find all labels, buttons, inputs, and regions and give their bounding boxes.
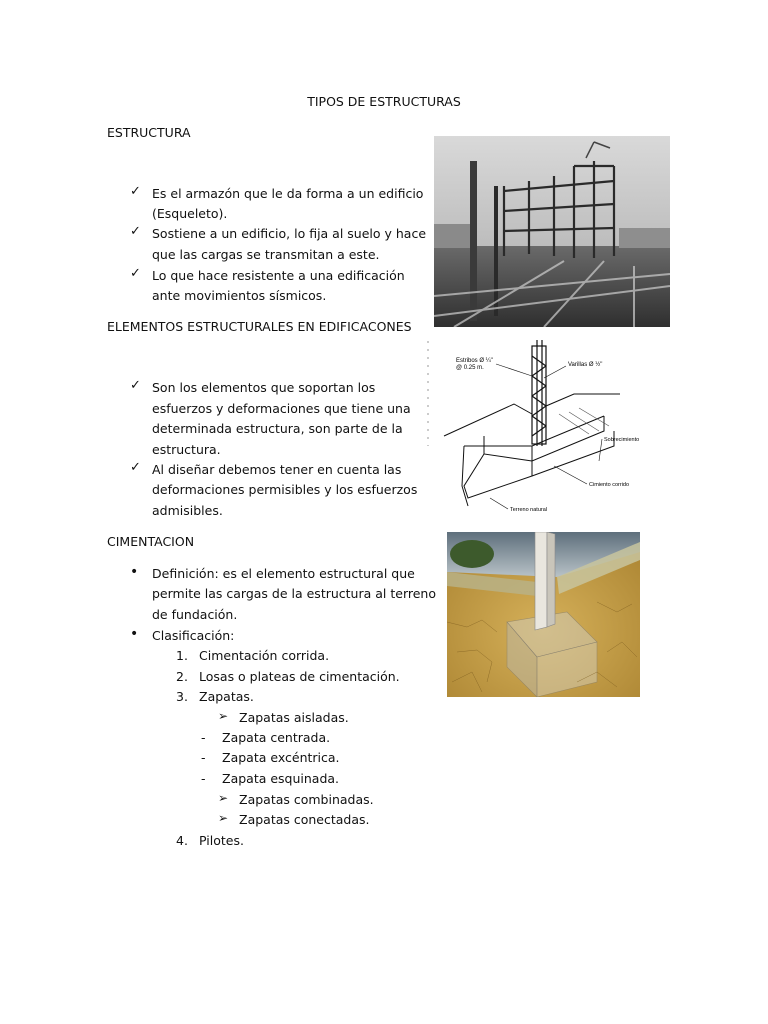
list-number: 4. xyxy=(176,833,188,848)
arrow-bullet-icon: ➢ xyxy=(218,709,229,723)
list-item-line: Es el armazón que le da forma a un edificio xyxy=(152,186,424,201)
label-stirrups: Estribos Ø ¼" xyxy=(456,358,493,364)
check-icon: ✓ xyxy=(130,184,141,199)
section-heading-elementos: ELEMENTOS ESTRUCTURALES EN EDIFICACONES xyxy=(107,319,412,334)
definition-line: permite las cargas de la estructura al terreno xyxy=(152,586,436,601)
sub-list-item: Zapatas aisladas. xyxy=(239,710,349,725)
list-item-line: Sostiene a un edificio, lo fija al suelo y hace xyxy=(152,226,427,241)
sub-sub-list-item: Zapata excéntrica. xyxy=(222,750,340,765)
list-item-line: admisibles. xyxy=(152,503,223,518)
section-heading-estructura: ESTRUCTURA xyxy=(107,125,191,140)
list-item-line: Lo que hace resistente a una edificación xyxy=(152,268,405,283)
dash-bullet: - xyxy=(201,730,206,745)
check-icon: ✓ xyxy=(130,266,141,281)
sub-sub-list-item: Zapata centrada. xyxy=(222,730,331,745)
list-item: Pilotes. xyxy=(199,833,244,848)
arrow-bullet-icon: ➢ xyxy=(218,811,229,825)
list-item-line: Son los elementos que soportan los xyxy=(152,380,376,395)
list-number: 3. xyxy=(176,689,188,704)
check-icon: ✓ xyxy=(130,460,141,475)
sub-list-item: Zapatas combinadas. xyxy=(239,792,374,807)
list-item-line: que las cargas se transmitan a este. xyxy=(152,247,380,262)
definition-line: Definición: es el elemento estructural que xyxy=(152,566,415,581)
label-strip-footing: Cimiento corrido xyxy=(589,482,630,488)
list-item-line: (Esqueleto). xyxy=(152,206,228,221)
sub-sub-list-item: Zapata esquinada. xyxy=(222,771,340,786)
list-item-line: determinada estructura, son parte de la xyxy=(152,421,403,436)
label-overfoundation: Sobrecimiento xyxy=(604,437,640,443)
sub-list-item: Zapatas conectadas. xyxy=(239,812,370,827)
label-stirrups-spacing: @ 0.25 m. xyxy=(456,365,484,371)
list-item: Cimentación corrida. xyxy=(199,648,330,663)
check-icon: ✓ xyxy=(130,224,141,239)
bullet-icon: • xyxy=(130,626,139,642)
list-item-line: esfuerzos y deformaciones que tiene una xyxy=(152,401,411,416)
list-number: 1. xyxy=(176,648,188,663)
list-number: 2. xyxy=(176,669,188,684)
steel-frame-photo xyxy=(434,136,670,327)
list-item-line: ante movimientos sísmicos. xyxy=(152,288,327,303)
arrow-bullet-icon: ➢ xyxy=(218,791,229,805)
page-title: TIPOS DE ESTRUCTURAS xyxy=(307,94,461,109)
list-item-line: Al diseñar debemos tener en cuenta las xyxy=(152,462,402,477)
classification-label: Clasificación: xyxy=(152,628,235,643)
bullet-icon: • xyxy=(130,564,139,580)
dash-bullet: - xyxy=(201,771,206,786)
strip-footing-diagram xyxy=(424,336,640,518)
list-item-line: estructura. xyxy=(152,442,221,457)
label-natural-ground: Terreno natural xyxy=(510,507,547,513)
dash-bullet: - xyxy=(201,750,206,765)
list-item-line: deformaciones permisibles y los esfuerzos xyxy=(152,482,418,497)
definition-line: de fundación. xyxy=(152,607,238,622)
section-heading-cimentacion: CIMENTACION xyxy=(107,534,195,549)
label-rebar: Varillas Ø ½" xyxy=(568,362,603,368)
list-item: Losas o plateas de cimentación. xyxy=(199,669,400,684)
footing-3d-render xyxy=(447,532,640,697)
check-icon: ✓ xyxy=(130,378,141,393)
list-item: Zapatas. xyxy=(199,689,254,704)
